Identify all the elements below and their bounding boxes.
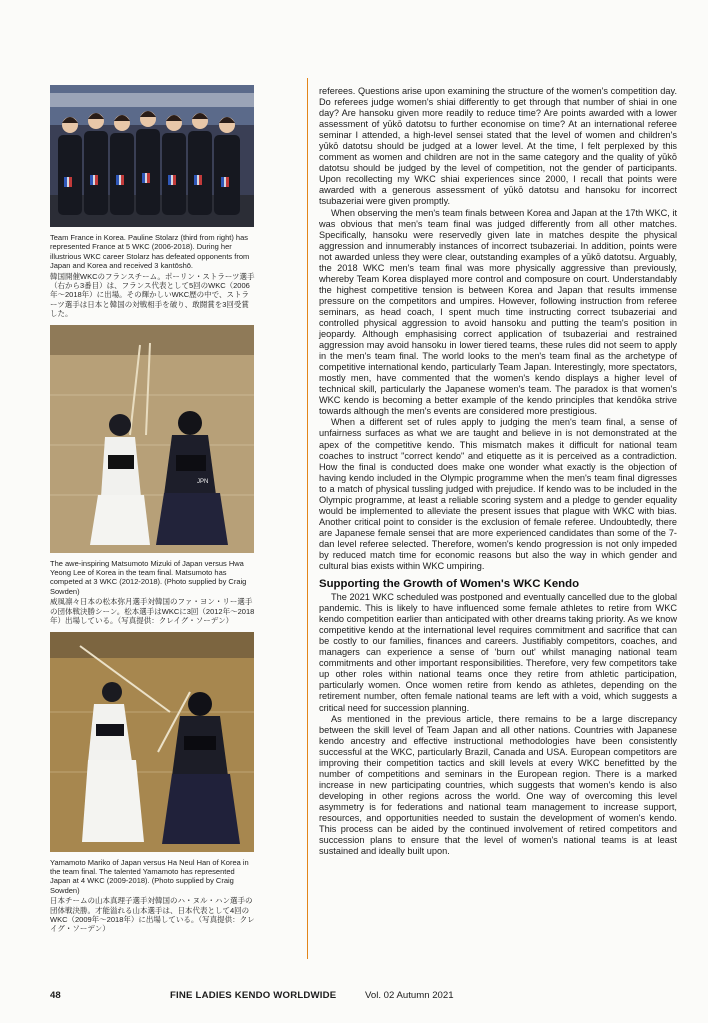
issue-label: Vol. 02 Autumn 2021 [365, 990, 454, 1001]
team-photo-image [50, 85, 254, 227]
fighter-tare-text: JPN [197, 478, 209, 485]
caption-english: Team France in Korea. Pauline Stolarz (third from right) has represented France at 5 WKC (2006-2018). During her illustrious WKC career Stolarz has defeated opponents from Japan and Korea and received 3 kantōshō. [50, 233, 250, 271]
article-body [319, 86, 677, 857]
caption-english: The awe-inspiring Matsumoto Mizuki of Japan versus Hwa Yeong Lee of Korea in the team final. Matsumoto has competed at 3 WKC (2012-2018). (Photo supplied by Craig Sowden) [50, 558, 247, 596]
match-photo-image [50, 325, 254, 553]
photo-yamamoto-vs-han [50, 632, 254, 852]
section-heading: Supporting the Growth of Women's WKC Kendo [319, 578, 580, 591]
caption-japanese: 威風凛々日本の松本弥月選手対韓国のファ・ヨン・リー選手の団体戦決勝シーン。松本選手はWKCに3回（2012年〜2018年）出場している。（写真提供：クレイグ・ソーデン） [50, 597, 255, 626]
body-paragraph: When observing the men's team finals between Korea and Japan at the 17th WKC, it was obvious that men's team final was judged differently from all other matches. Specifically, hansoku were reservedly given late in matches despite the physical aggression and innumerably instances of incorrect tsubazeriai. In addition, points were not awarded unless they were clear, outstanding examples of a yūkō datotsu. Arguably, the 2018 WKC men's team final was more physically aggressive than previously, whereby Team Korea displayed more control and composure on court. Understandably the highest competitive tension is between Korea and Japan that results immense pressure on the competitors and umpires. However, following instruction from referee seminars, as head coach, I spent much time instructing correct tsubazeriai and controlled physical aggression to avoid hansoku and putting the team's position in jeopardy. Although emphasising correct application of tsubazeriai and restrained aggression may avoid hansoku in lower tiered teams, these rules did not seem to apply in the men's team final. The world looks to the men's team final as the archetype of competitive international kendo, particularly Team Japan. Interestingly, more spectators, mostly men, have commented that the women's kendo displays a higher level of technical skill, particularly the Japanese women's team. The paradox is that women's WKC kendo is becoming a better example of the kendo principles that kendōka strive towards although the men's events are considered more prestigious. [319, 207, 677, 417]
photo-caption [50, 559, 255, 626]
photo-team-france [50, 85, 254, 227]
magazine-title: FINE LADIES KENDO WORLDWIDE [170, 990, 337, 1001]
column-divider [307, 78, 308, 959]
photo-matsumoto-vs-lee [50, 325, 254, 553]
photo-column [50, 85, 255, 940]
body-paragraph: The 2021 WKC scheduled was postponed and eventually cancelled due to the global pandemic. This is likely to have influenced some female athletes to retire from WKC kendo competition earlier than anticipated with other dreams taking priority. As we know competitive kendo at the international level requires commitment and sacrifice that can be costly to our families, finances and careers. Justifiably competitors, coaches, and managers can experience a sense of 'burn out' whilst managing national team commitments and other important responsibilities. Therefore, very few competitors take up other roles within national teams once they retire from athletic participation, particularly women. Once women retire from kendo as athletes, depending on the retirement number, often female national teams are left with a void, which suggests a critical need for succession planning. [319, 592, 677, 713]
photo-caption [50, 858, 255, 934]
caption-japanese: 韓国開催WKCのフランスチーム。ポーリン・ストラーツ選手（右から3番目）は、フランス代表として5回のWKC（2006年〜2018年）に出場。その輝かしいWKC歴の中で、ストラーツ選手は日本と韓国の対戦相手を破り、敢闘賞を3回受賞した。 [50, 271, 255, 319]
match-photo-image [50, 632, 254, 852]
photo-caption [50, 233, 255, 319]
body-paragraph: As mentioned in the previous article, there remains to be a large discrepancy between the skill level of Team Japan and all other nations. Countries with Japanese kendo ancestry and effective instructional methodologies have been consistently successful at the WKC, particularly Brazil, Canada and USA. European competitors are improving their competition tactics and skill levels at every WKC benefitted by the number of competitions and seminars in the European region. There is a marked increase in new participating countries, which suggests that women's kendo is also developing in other regions across the world. One way of overcoming this level asymmetry is for federations and national team management to increase support, resources, and opportunities needed to sustain the development of women's kendo. This process can be aided by the continued involvement of retired competitors and succession plans to ensure that the level of women's national teams is at least sustained and ideally built upon. [319, 713, 677, 857]
body-paragraph: When a different set of rules apply to judging the men's team final, a sense of unfairness surfaces as what we are taught and believe in is not demonstrated at the apex of the competitive kendo. This mismatch makes it difficult for national team coaches to instruct "correct kendo" and etiquette as it is perceived as a contradiction. How the final is conducted does make one wonder what exactly is the objection of having kendo included in the Olympic programme when the men's team final digresses to a match of physical tussling judged with prejudice. If kendo was to be included in the Olympic programme, at least a reliable scoring system and a pledge to gender equality would be implemented to alleviate the present issues that plague with WKC with bias. Another critical point to consider is the exclusion of female referee. Undoubtedly, there are Japanese female sensei that are more experienced candidates than some of the 7-dan level referee selected. Therefore, women's kendo progression is not only impeded by reduced match time for economic reasons but also the way in which gender and cultural bias exists within WKC umpiring. [319, 417, 677, 572]
page-number: 48 [50, 990, 61, 1001]
body-paragraph: referees. Questions arise upon examining the structure of the women's competition day. Do referees judge women's shiai differently to get through that number of shiai in one day? Are hansoku given more readily to reduce time? Are points awarded with a lower assessment of yūkō datotsu to further economise on time? At an international referee seminar I attended, a high-level sensei stated that the level of women and children's yūkō datotsu should be judged at a lower level. At the time, I felt perplexed by this comment as women and children are not in the same category and the quality of yūkō datotsu should be judged by the level of competition, not the gender of participants. Upon recollecting my WKC shiai experiences since 2000, I recall that points were awarded with a generous assessment of yūkō datotsu and hansoku for incorrect tsubazeriai were given promptly. [319, 86, 677, 207]
caption-japanese: 日本チームの山本真理子選手対韓国のハ・ヌル・ハン選手の団体戦決勝。才能溢れる山本選手は、日本代表として4回のWKC（2009年〜2018年）に出場している。（写真提供：クレイグ・ソーデン） [50, 896, 255, 934]
caption-english: Yamamoto Mariko of Japan versus Ha Neul Han of Korea in the team final. The talented Yamamoto has represented Japan at 4 WKC (2009-2018). (Photo supplied by Craig Sowden) [50, 857, 249, 895]
